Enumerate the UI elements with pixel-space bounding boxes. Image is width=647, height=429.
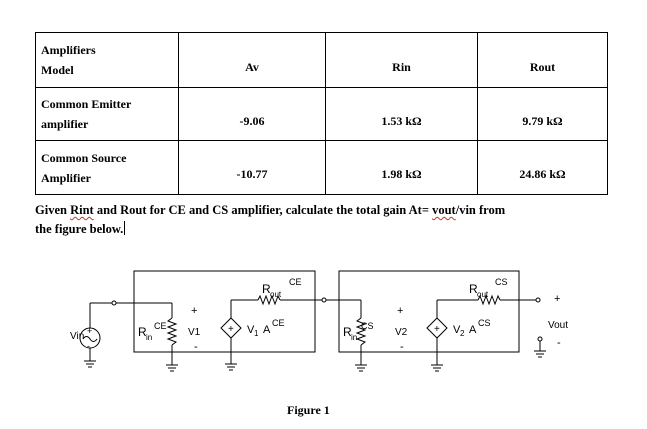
ce-gain-sup: CE: [272, 318, 285, 328]
ce-gain-v: V: [247, 324, 255, 336]
v1-plus: +: [191, 305, 198, 317]
vout-label: Vout: [548, 320, 569, 331]
rin-ce-sup: CE: [154, 321, 167, 331]
rout-ce-sup: CE: [289, 277, 302, 287]
ground-icon: [84, 361, 96, 367]
v2-label: V2: [395, 327, 408, 338]
question-vout: vout: [432, 203, 456, 217]
ce-output-terminal: [322, 298, 326, 302]
vin-minus-sign: -: [87, 341, 90, 351]
rout-ce-r: R: [262, 282, 271, 296]
row-model-line1: Common Emitter: [41, 97, 132, 111]
row-model-line1: Common Source: [41, 150, 127, 165]
vout-plus-terminal: [536, 298, 540, 302]
input-terminal: [112, 301, 116, 305]
header-rin: Rin: [326, 33, 478, 88]
rin-ce-r: R: [138, 325, 147, 339]
cs-gain-sup: CS: [478, 318, 491, 328]
ce-amplifier-box: [134, 271, 315, 352]
ground-icon: [431, 365, 443, 371]
cs-source-plus: +: [434, 324, 440, 335]
question-rint: Rint: [70, 203, 94, 217]
question-part1: Given: [35, 203, 71, 217]
vout-plus-sign: +: [554, 293, 561, 305]
rin-cs-sub: in: [351, 333, 358, 342]
question-part2: and Rout for CE and CS amplifier, calculate the total gain At=: [93, 203, 433, 217]
row-av: -10.77: [179, 141, 326, 195]
vin-plus-sign: +: [87, 326, 93, 336]
cs-gain-v: V: [453, 324, 461, 336]
cs-amplifier-box: [339, 271, 519, 352]
row-av: -9.06: [179, 88, 326, 141]
rout-cs-sup: CS: [495, 277, 508, 287]
header-model-line2: Model: [41, 63, 74, 77]
cs-gain-a: A: [469, 324, 477, 336]
rout-cs-sub: out: [477, 290, 489, 299]
rin-ce-resistor-icon: [168, 318, 176, 345]
rin-ce-sub: in: [146, 333, 153, 342]
ground-icon: [534, 351, 546, 357]
sine-wave-icon: [83, 337, 97, 342]
ground-icon: [355, 365, 367, 371]
rout-cs-r: R: [469, 282, 478, 296]
v1-minus: -: [194, 341, 198, 353]
question-part3: /vin from: [455, 203, 506, 217]
vout-minus-terminal: [538, 337, 542, 341]
header-model-line1: Amplifiers: [41, 43, 96, 57]
row-rout: 9.79 kΩ: [478, 88, 608, 141]
rout-ce-sub: out: [270, 290, 282, 299]
ground-icon: [225, 364, 237, 370]
v2-plus: +: [397, 305, 404, 317]
vout-minus-sign: -: [557, 337, 561, 349]
ce-source-plus: +: [228, 324, 234, 335]
row-model-line2: amplifier: [41, 117, 89, 131]
header-av: Av: [179, 33, 326, 88]
row-model-line2: Amplifier: [41, 170, 91, 185]
question-line2: the figure below.: [35, 222, 124, 236]
v2-minus: -: [400, 341, 404, 353]
rin-cs-r: R: [343, 325, 352, 339]
row-rin: 1.98 kΩ: [326, 141, 478, 195]
vin-label: Vin: [70, 331, 85, 342]
row-rin: 1.53 kΩ: [326, 88, 478, 141]
cs-gain-n: 2: [460, 329, 465, 338]
ground-icon: [166, 365, 178, 371]
rin-cs-sup: CS: [361, 321, 374, 331]
ce-gain-a: A: [263, 324, 271, 336]
figure-caption: Figure 1: [287, 403, 330, 417]
ce-gain-n: 1: [254, 329, 259, 338]
row-rout: 24.86 kΩ: [478, 141, 608, 195]
v1-label: V1: [188, 327, 201, 338]
header-rout: Rout: [478, 33, 608, 88]
